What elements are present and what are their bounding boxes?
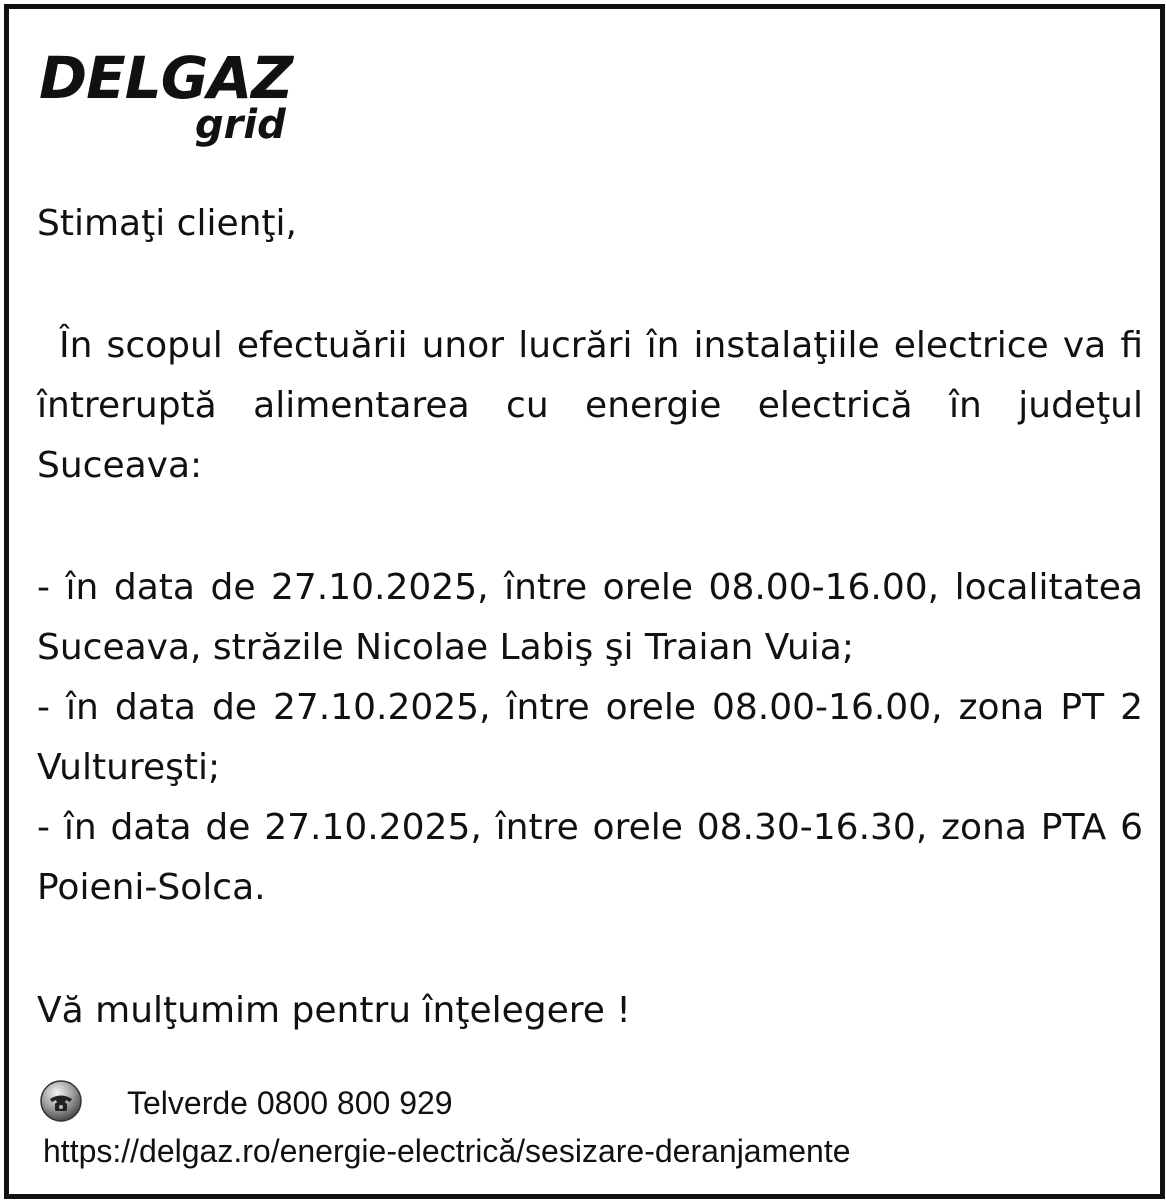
delgaz-grid-logo: [39, 44, 309, 159]
logo-tagline-text: grid: [195, 102, 286, 148]
contact-line: [39, 1077, 739, 1127]
intro-paragraph: În scopul efectuării unor lucrări în instalaţiile electrice va fi întreruptă alimentarea cu energie electrică în judeţul Suceava:: [37, 325, 1143, 486]
logo-brand-text: DELGAZ: [39, 44, 293, 112]
greeting: Stimaţi clienţi,: [37, 203, 297, 244]
website-url[interactable]: https://delgaz.ro/energie-electrică/sesizare-deranjamente: [43, 1133, 851, 1169]
outage-item: - în data de 27.10.2025, între orele 08.00-16.00, zona PT 2 Vultureşti;: [37, 687, 1143, 788]
outage-item: - în data de 27.10.2025, între orele 08.00-16.00, localitatea Suceava, străzile Nicolae Labiş şi Traian Vuia;: [37, 567, 1143, 668]
outage-notice: [4, 4, 1165, 1199]
outage-list: [37, 558, 1143, 918]
outage-item: - în data de 27.10.2025, între orele 08.30-16.30, zona PTA 6 Poieni-Solca.: [37, 807, 1143, 908]
thanks-message: Vă mulţumim pentru înţelegere !: [37, 990, 631, 1031]
phone-number-text: Telverde 0800 800 929: [127, 1085, 453, 1121]
telephone-icon: [39, 1079, 83, 1123]
